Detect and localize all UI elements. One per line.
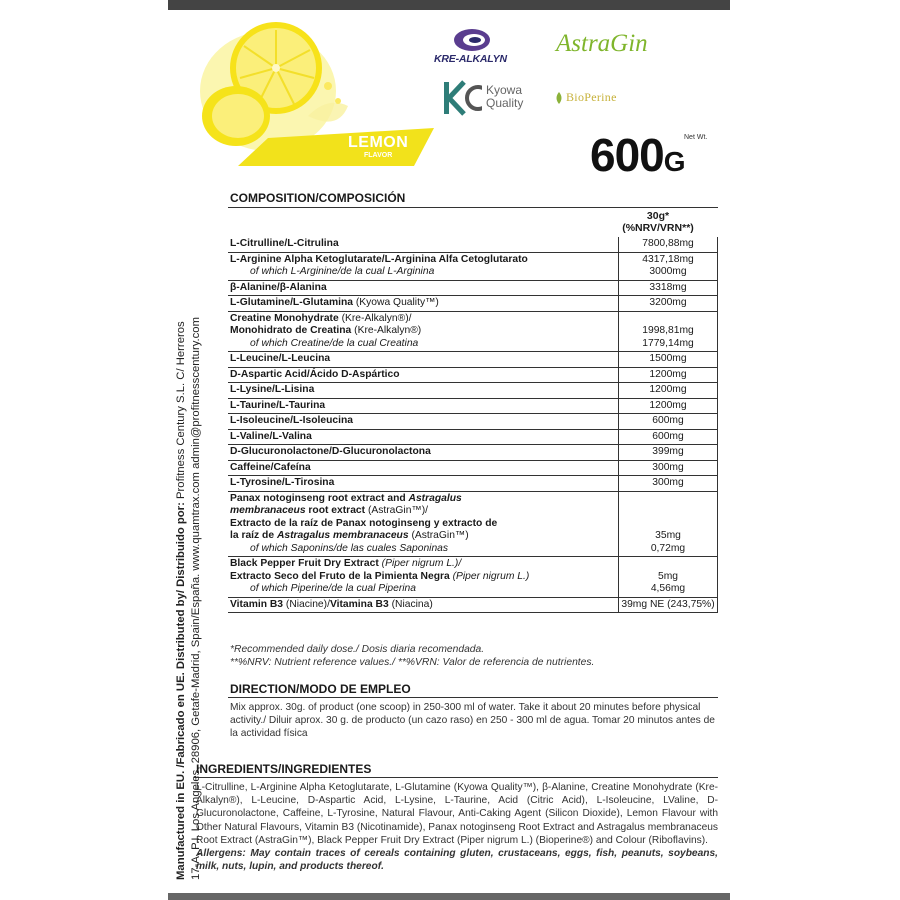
pepper-value-sub: 4,56mg	[650, 583, 686, 594]
row-value: 300mg	[652, 477, 684, 488]
row-sub: of which L-Arginine/de la cual L-Arginina	[250, 266, 435, 277]
row-value-cell	[619, 311, 718, 352]
kyowa-line1: Kyowa	[486, 83, 523, 97]
ingredients-text	[196, 781, 718, 873]
col-head-1: 30g*	[646, 210, 670, 222]
row-extra-2: (Kre-Alkalyn®)	[351, 325, 422, 336]
row-value: 3200mg	[649, 297, 687, 308]
net-wt-label: Net Wt.	[684, 134, 708, 141]
table-row	[228, 445, 718, 461]
composition-column-header	[608, 210, 708, 234]
row-value: 4317,18mg	[642, 253, 694, 265]
row-value: 600mg	[652, 430, 684, 442]
table-row	[228, 383, 718, 399]
row-name: D-Glucuronolactone/D-Glucuronolactona	[230, 446, 431, 457]
composition-extra-rows	[228, 491, 718, 613]
panax-l4b: Astragalus membranaceus	[276, 530, 409, 541]
row-name: L-Glutamine/L-Glutamina	[230, 297, 353, 308]
pepper-l2a: Extracto Seco del Fruto de la Pimienta Negra	[230, 570, 450, 582]
row-name: Caffeine/Cafeína	[230, 461, 311, 473]
row-name: β-Alanine/β-Alanina	[230, 281, 327, 293]
row-value-cell	[619, 476, 718, 492]
ingredients-list: L-Citrulline, L-Arginine Alpha Ketoglutarate, L-Glutamine (Kyowa Quality™), β-Alanine, Creatine Monohydrate (Kre-Alkalyn®), L-Leucine, D-Aspartic Acid, L-Lysine, L-Taurine, Acid (Citric Acid), L-Isoleucine, LValine, D-Glucuronolactone, Caffeine, L-Tyrosine, Natural Flavour, Anti-Caking Agent (Silicon Dioxide), Lemon Flavour with Other Natural Flavours, Vitamin B3 (Nicotinamide), Panax notoginseng Root Extract and Astragalus membranaceus Root Extract (AstraGin™), Black Pepper Fruit Dry Extract (Piper nigrum L.) (Bioperine®) and Colour (Riboflavins).	[196, 782, 718, 846]
panax-l4a: la raíz de	[230, 530, 277, 541]
row-value: 1500mg	[649, 353, 687, 364]
panax-l3: Extracto de la raíz de Panax notoginseng y extracto de	[230, 517, 498, 529]
row-name-cell	[228, 445, 619, 461]
side-line-1	[174, 180, 189, 880]
panax-value-sub: 0,72mg	[650, 542, 686, 554]
net-weight-value: 600	[590, 129, 664, 181]
panax-l2c: (AstraGin™)/	[365, 505, 429, 516]
ingredients-rule	[194, 777, 718, 778]
row-name-2: Monohidrato de Creatina	[230, 325, 352, 336]
composition-body	[228, 237, 718, 491]
row-value-cell	[619, 252, 718, 280]
pepper-l1a: Black Pepper Fruit Dry Extract	[230, 558, 379, 569]
row-value: 7800,88mg	[642, 238, 694, 249]
b3-name	[228, 597, 619, 613]
row-name: Creatine Monohydrate	[230, 312, 339, 324]
direction-text: Mix approx. 30g. of product (one scoop) in 250-300 ml of water. Take it about 20 minutes before physical activity./ Diluir aprox. 30 g. de producto (un cazo raso) en 250 - 300 ml de agua. Tomar 20 minutos antes de la actividad física	[230, 702, 715, 739]
flavor-sub: FLAVOR	[364, 152, 393, 159]
row-name: L-Arginine Alpha Ketoglutarate/L-Arginina Alfa Cetoglutarato	[230, 253, 528, 265]
row-name-cell	[228, 296, 619, 312]
b3-a: Vitamin B3	[230, 598, 284, 610]
net-weight-unit: G	[663, 146, 685, 177]
row-value-cell	[619, 398, 718, 414]
table-row	[228, 252, 718, 280]
note-1: *Recommended daily dose./ Dosis diaria recomendada.	[230, 644, 485, 655]
row-sub: of which Creatine/de la cual Creatina	[250, 337, 419, 349]
row-value-cell	[619, 383, 718, 399]
table-row	[228, 557, 718, 598]
pepper-sub: of which Piperine/de la cual Piperina	[250, 583, 416, 594]
row-value: 600mg	[652, 415, 684, 426]
table-row	[228, 398, 718, 414]
side-line-1-bold: Manufactured in EU. /Fabricado en UE. Distributed by/ Distribuido por:	[175, 502, 187, 880]
row-name: L-Lysine/L-Lisina	[230, 384, 315, 395]
flavor-name: LEMON	[348, 134, 409, 151]
row-name-cell	[228, 280, 619, 296]
bottom-bar	[168, 893, 730, 900]
table-row	[228, 414, 718, 430]
composition-title: COMPOSITION/COMPOSICIÓN	[230, 191, 406, 205]
pepper-value-main: 5mg	[657, 570, 679, 582]
panax-l1b: Astragalus	[408, 492, 462, 504]
table-row	[228, 597, 718, 613]
table-row	[228, 311, 718, 352]
composition-notes	[230, 643, 594, 669]
row-sub-value: 3000mg	[649, 266, 687, 277]
row-name: L-Tyrosine/L-Tirosina	[230, 477, 335, 488]
row-value: 1200mg	[649, 384, 687, 395]
row-value: 1200mg	[649, 368, 687, 380]
astragin-logo: AstraGin	[556, 30, 648, 57]
row-value-cell	[619, 445, 718, 461]
kyowa-line2: Quality	[486, 96, 524, 110]
row-value: 300mg	[652, 461, 684, 473]
b3-b: (Niacine)/	[283, 598, 330, 610]
row-name: L-Citrulline/L-Citrulina	[230, 238, 339, 249]
panax-l1a: Panax notoginseng root extract and	[230, 492, 409, 504]
row-sub-value: 1779,14mg	[642, 337, 694, 349]
row-name-cell	[228, 383, 619, 399]
table-row	[228, 429, 718, 445]
row-name-cell	[228, 429, 619, 445]
table-row	[228, 491, 718, 557]
row-name-cell	[228, 252, 619, 280]
panax-l2a: membranaceus	[230, 505, 306, 516]
b3-value: 39mg NE (243,75%)	[619, 597, 718, 613]
top-bar	[168, 0, 730, 10]
panax-value-main: 35mg	[655, 530, 681, 541]
row-name-cell	[228, 398, 619, 414]
row-name-cell	[228, 311, 619, 352]
panax-l2b: root extract	[305, 505, 366, 516]
row-extra: (Kyowa Quality™)	[353, 297, 439, 308]
panax-l4c: (AstraGin™)	[408, 530, 469, 541]
table-row	[228, 352, 718, 368]
row-name: L-Valine/L-Valina	[230, 430, 312, 442]
direction-title: DIRECTION/MODO DE EMPLEO	[230, 682, 411, 696]
b3-d: (Niacina)	[388, 598, 433, 610]
b3-c: Vitamina B3	[329, 598, 389, 610]
row-value-cell	[619, 296, 718, 312]
row-name: L-Isoleucine/L-Isoleucina	[230, 415, 354, 426]
product-label	[168, 0, 730, 900]
pepper-l2b: (Piper nigrum L.)	[449, 570, 530, 582]
row-name-cell	[228, 237, 619, 252]
row-value-cell	[619, 429, 718, 445]
row-value: 1998,81mg	[642, 325, 694, 336]
row-name-cell	[228, 476, 619, 492]
col-head-2: (%NRV/VRN**)	[622, 222, 694, 234]
row-value: 399mg	[652, 446, 684, 457]
pepper-l1b: (Piper nigrum L.)/	[378, 558, 462, 569]
bioperine-logo: BioPerine	[566, 90, 617, 104]
panax-name	[228, 491, 619, 557]
pepper-name	[228, 557, 619, 598]
row-name-cell	[228, 414, 619, 430]
row-value: 3318mg	[649, 281, 687, 293]
row-value-cell	[619, 280, 718, 296]
table-row	[228, 296, 718, 312]
table-row	[228, 476, 718, 492]
table-row	[228, 460, 718, 476]
row-name-cell	[228, 352, 619, 368]
table-row	[228, 237, 718, 252]
kyowa-kq-icon	[430, 78, 482, 118]
pepper-value	[619, 557, 718, 598]
row-name: L-Taurine/L-Taurina	[230, 399, 326, 411]
row-value-cell	[619, 352, 718, 368]
row-value: 1200mg	[649, 399, 687, 411]
side-line-1-rest: Profitness Century S.L. C/ Herreros	[175, 321, 187, 503]
net-weight	[590, 130, 685, 187]
row-name-cell	[228, 460, 619, 476]
panax-sub: of which Saponins/de las cuales Saponinas	[250, 542, 449, 554]
panax-value	[619, 491, 718, 557]
row-value-cell	[619, 367, 718, 383]
allergens-text: Allergens: May contain traces of cereals containing gluten, crustaceans, eggs, fish, peanuts, soybeans, milk, nuts, lupin, and products thereof.	[196, 848, 718, 873]
row-extra: (Kre-Alkalyn®)/	[338, 312, 412, 324]
row-name-cell	[228, 367, 619, 383]
bioperine-leaf-icon	[554, 92, 564, 104]
row-name: L-Leucine/L-Leucina	[230, 353, 331, 364]
table-row	[228, 280, 718, 296]
row-value-cell	[619, 460, 718, 476]
side-distributor-text	[174, 180, 204, 880]
composition-rule	[228, 207, 718, 208]
direction-rule	[228, 697, 718, 698]
composition-table	[228, 237, 718, 613]
ingredients-title: INGREDIENTS/INGREDIENTES	[196, 762, 372, 776]
row-value-cell	[619, 237, 718, 252]
side-line-2: 17-A, P.I. Los Angeles, 28906, Getafe-Madrid, Spain/España. www.quamtrax.com admin@profitnesscentury.com	[190, 316, 202, 880]
note-2: **%NRV: Nutrient reference values./ **%VRN: Valor de referencia de nutrientes.	[230, 657, 595, 668]
row-name: D-Aspartic Acid/Ácido D-Aspártico	[230, 368, 400, 380]
kyowa-quality-text	[486, 84, 523, 110]
kre-alkalyn-text: KRE-ALKALYN	[434, 53, 507, 65]
table-row	[228, 367, 718, 383]
row-value-cell	[619, 414, 718, 430]
